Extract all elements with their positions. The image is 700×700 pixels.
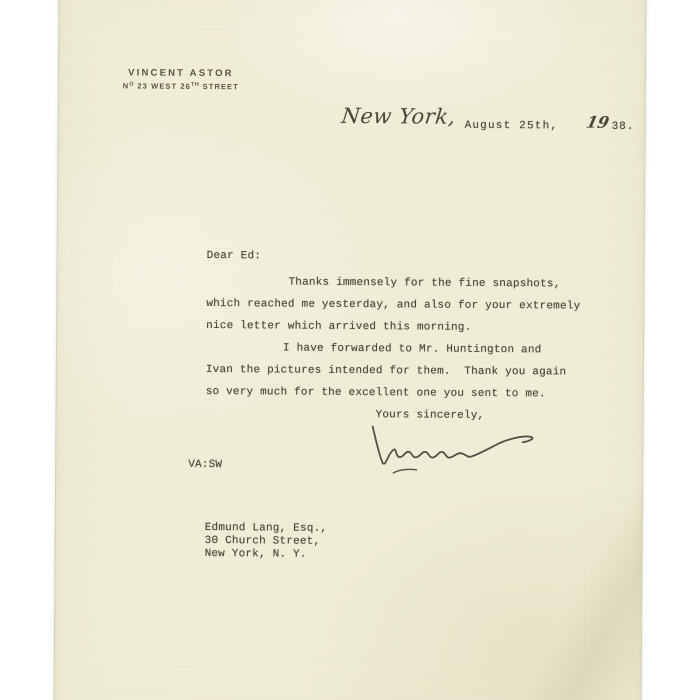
vincent-signature (369, 422, 537, 481)
letterhead-address-part: N (122, 81, 130, 91)
recipient-line-2: 30 Church Street, (204, 534, 321, 548)
body-line-5: Ivan the pictures intended for them. Thank you again (205, 363, 567, 379)
body-line-2: which reached me yesterday, and also for your extremely (206, 297, 581, 313)
letterhead-address-part: STREET (199, 81, 239, 92)
letterhead-address-part: 23 WEST 26 (134, 81, 191, 91)
body-line-3: nice letter which arrived this morning. (206, 319, 472, 334)
letter-paper (54, 0, 645, 700)
body-line-1: Thanks immensely for the fine snapshots, (288, 276, 561, 291)
letterhead-name: VINCENT ASTOR (128, 67, 234, 80)
recipient-line-3: New York, N. Y. (204, 547, 307, 561)
closing-line: Yours sincerely, (375, 409, 485, 422)
typed-date: August 25th, (464, 119, 559, 133)
letterhead-address-ordinal: TH (190, 81, 200, 88)
salutation: Dear Ed: (206, 249, 262, 263)
signature-stroke (372, 426, 532, 473)
printed-city-script: New York, (340, 103, 458, 129)
letterhead (101, 67, 261, 91)
recipient-line-1: Edmund Lang, Esq., (204, 521, 328, 535)
printed-year-prefix: 19 (584, 112, 611, 132)
body-line-4: I have forwarded to Mr. Huntington and (282, 342, 542, 357)
letterhead-address (101, 81, 261, 91)
body-line-6: so very much for the excellent one you sent to me. (205, 385, 546, 401)
letterhead-address-ordinal: O (129, 81, 135, 88)
typist-initials: VA:SW (188, 458, 223, 472)
typed-year-digits: 38. (611, 120, 635, 133)
